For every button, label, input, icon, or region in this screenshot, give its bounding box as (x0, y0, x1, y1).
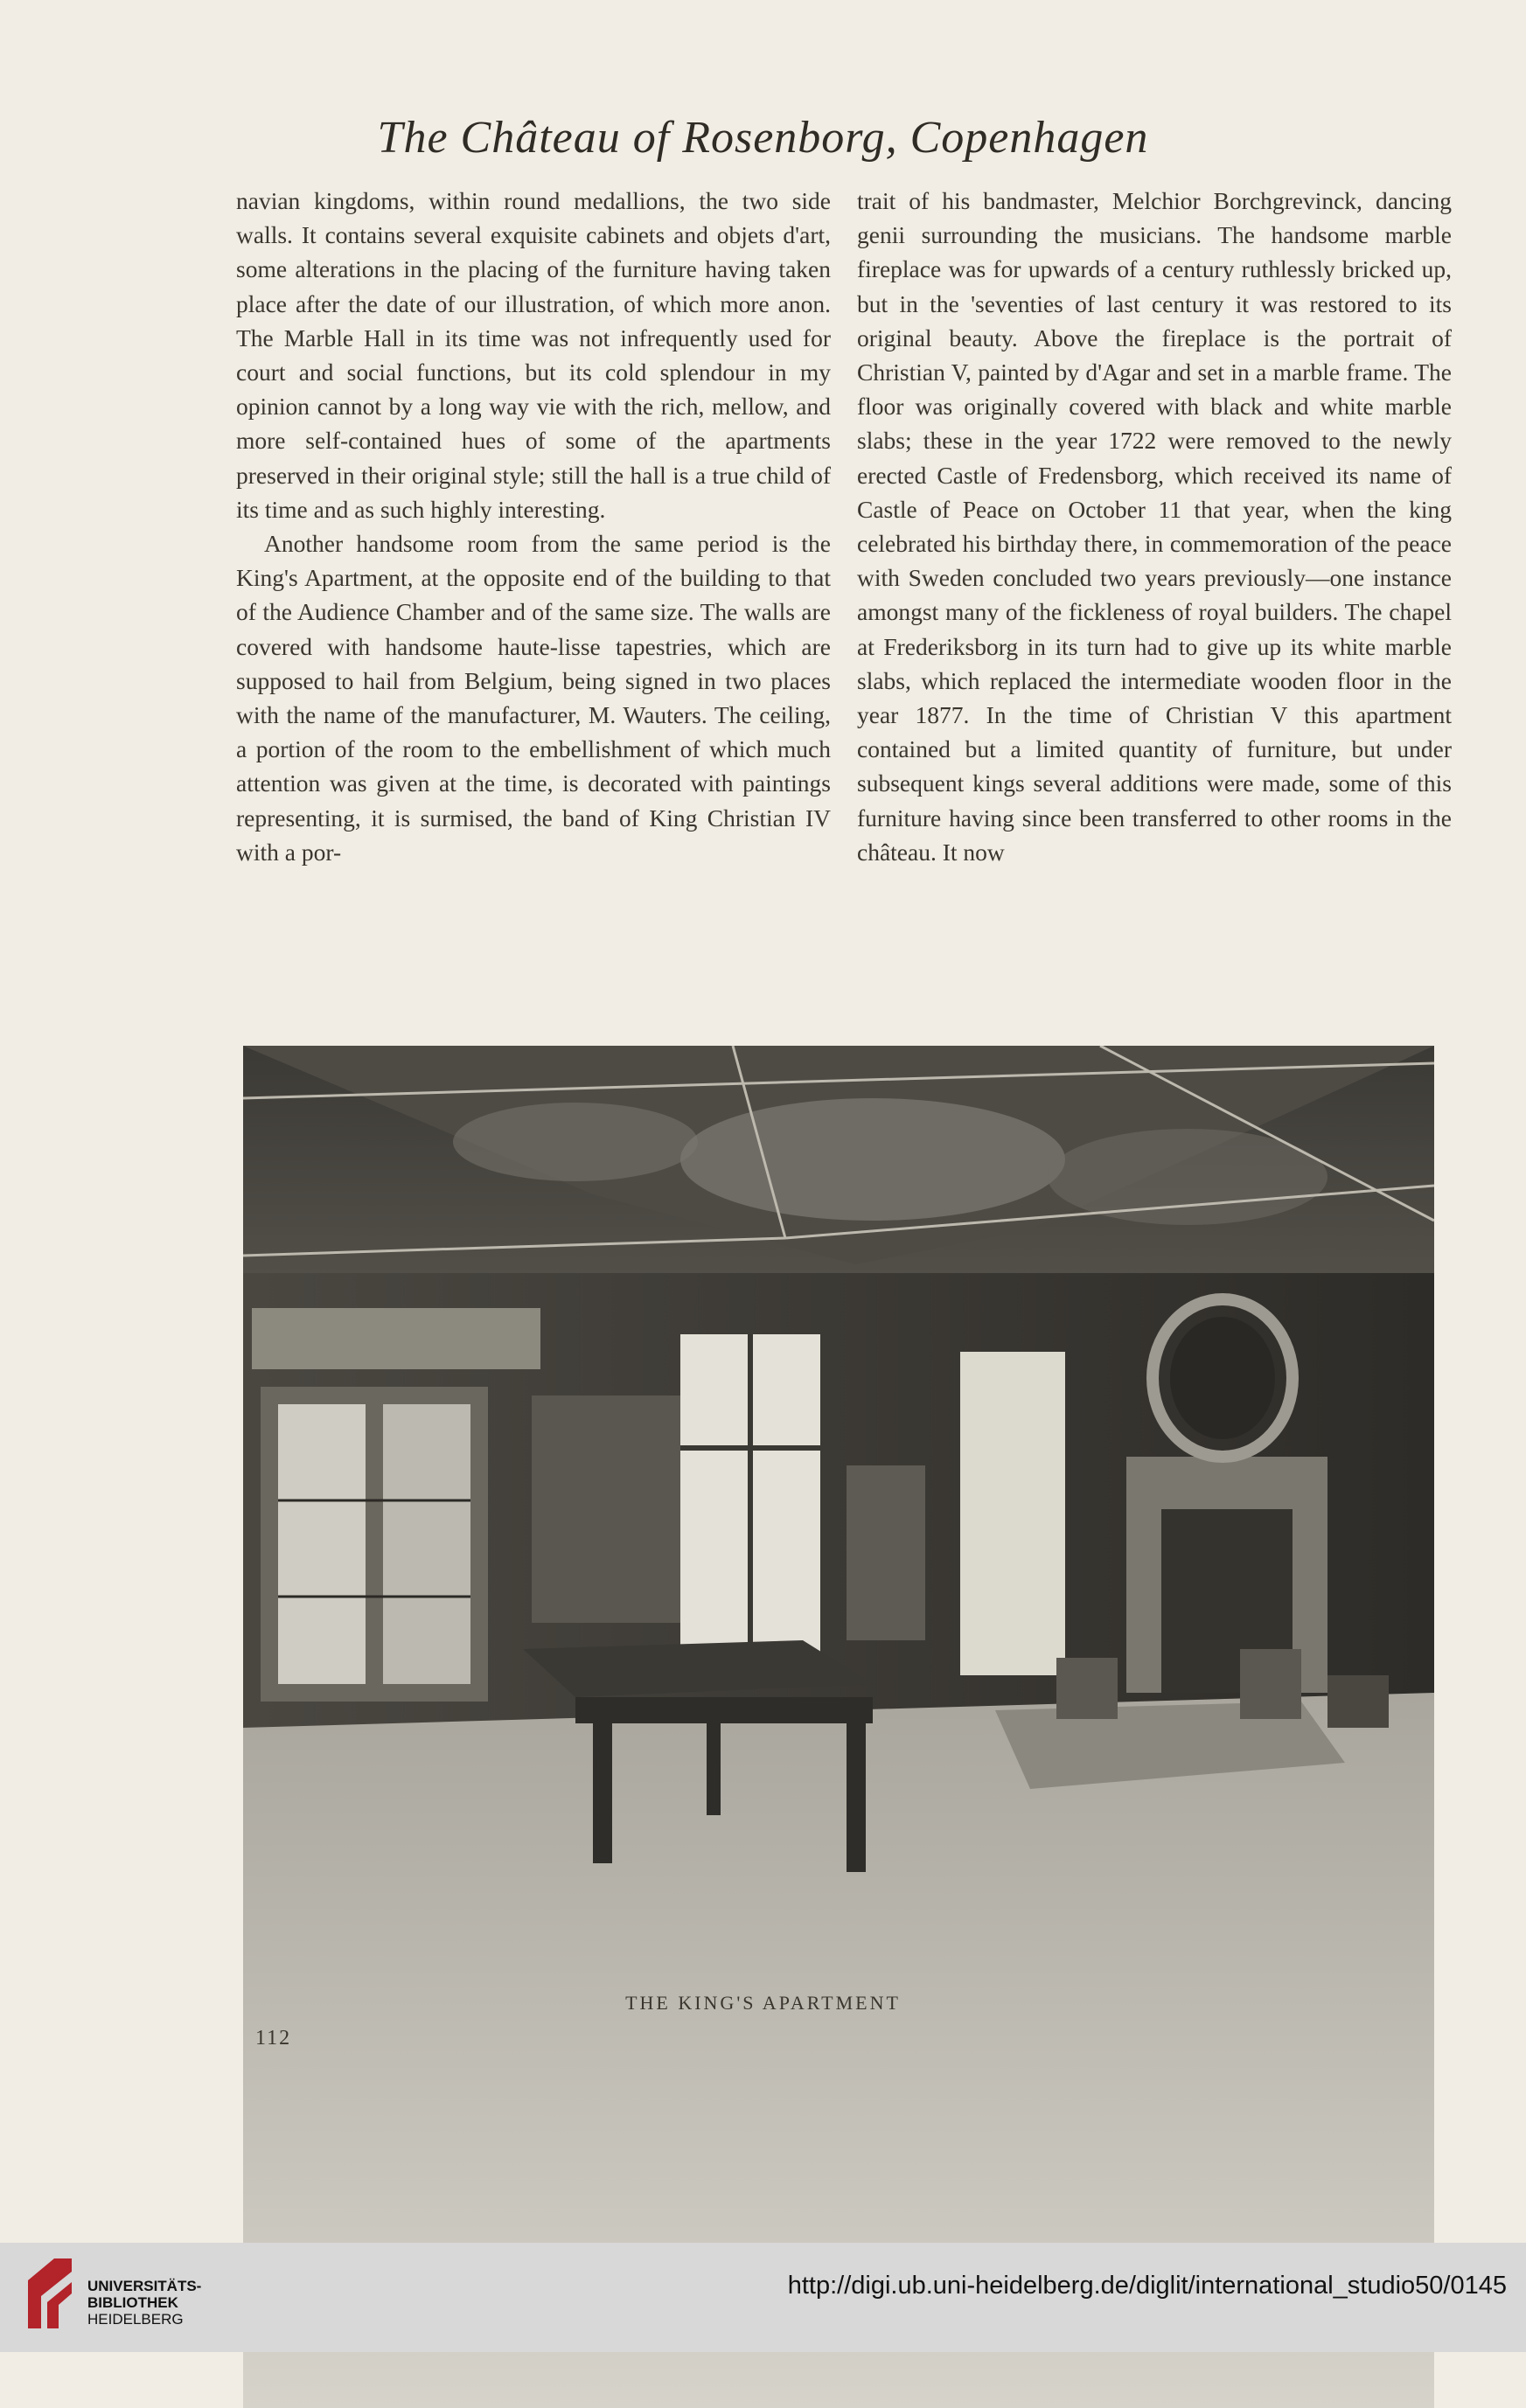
left-paragraph-2: Another handsome room from the same period is the King's Apartment, at the opposite end of the building to that of the Audience Chamber and of the same size. The walls are covered with handsome haute-lisse tapestries, which are supposed to hail from Belgium, being signed in two places with the name of the manufacturer, M. Wauters. The ceiling, a portion of the room to the embellishment of which much attention was given at the time, is decorated with paintings representing, it is surmised, the band of King Christian IV with a por- (236, 530, 831, 866)
running-title: The Château of Rosenborg, Copenhagen (377, 113, 1149, 163)
left-paragraph-1: navian kingdoms, within round medallions, the two side walls. It contains several exquisite cabinets and objets d'art, some alterations in the placing of the furniture having taken place after the date of our illustration, of which more anon. The Marble Hall in its time was not infrequently used for court and social functions, but its cold splendour in my opinion cannot by a long way vie with the rich, mellow, and more self-contained hues of some of the apartments preserved in their original style; still the hall is a true child of its time and as such highly interesting. (236, 187, 831, 523)
left-column (236, 184, 831, 869)
source-url[interactable]: http://digi.ub.uni-heidelberg.de/diglit/international_studio50/0145 (787, 2272, 1507, 2300)
library-line-1: UNIVERSITÄTS- (87, 2278, 202, 2294)
right-column (857, 184, 1452, 869)
figure-caption: THE KING'S APARTMENT (625, 1992, 901, 2014)
right-paragraph-1: trait of his bandmaster, Melchior Borchgrevinck, dancing genii surrounding the musicians. The handsome marble fireplace was for upwards of a century ruthlessly bricked up, but in the 'seventies of last century it was restored to its original beauty. Above the fireplace is the portrait of Christian V, painted by d'Agar and set in a marble frame. The floor was originally covered with black and white marble slabs; these in the year 1722 were removed to the newly erected Castle of Fredensborg, which received its name of Castle of Peace on October 11 that year, when the king celebrated his birthday there, in commemoration of the peace with Sweden concluded two years previously—one instance amongst many of the fickleness of royal builders. The chapel at Frederiksborg in its turn had to give up its white marble slabs, which replaced the intermediate wooden floor in the year 1877. In the time of Christian V this apartment contained but a limited quantity of furniture, but under subsequent kings several additions were made, some of this furniture having since been transferred to other rooms in the château. It now (857, 187, 1452, 866)
library-line-2: BIBLIOTHEK (87, 2294, 178, 2311)
library-logo-icon (19, 2254, 80, 2337)
page-number: 112 (255, 2027, 292, 2050)
library-name (87, 2278, 201, 2328)
kings-apartment-photo (243, 1046, 1434, 2408)
library-line-3: HEIDELBERG (87, 2311, 184, 2328)
